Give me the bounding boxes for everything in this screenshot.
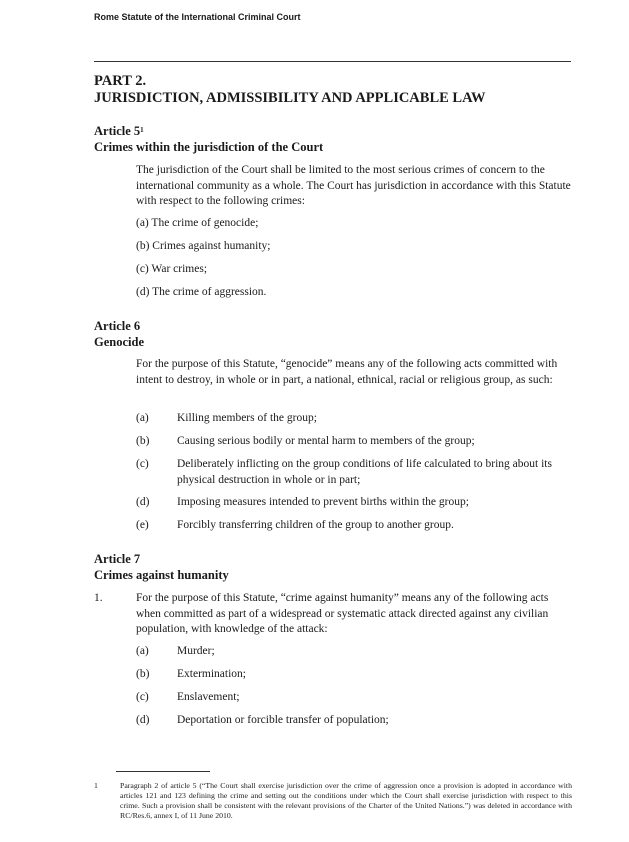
article-6-intro: For the purpose of this Statute, “genocide” means any of the following acts committed with intent to destroy, in whole or in part, a national, ethnical, racial or religious group, as such:	[136, 358, 558, 386]
running-header: Rome Statute of the International Criminal Court	[94, 12, 301, 22]
list-item: (b) Causing serious bodily or mental harm to members of the group;	[136, 435, 475, 447]
article-6-heading	[94, 319, 571, 350]
list-item: (b) Extermination;	[136, 668, 246, 680]
list-item: (c) Enslavement;	[136, 691, 240, 703]
article-6-label: Article 6	[94, 319, 141, 333]
list-item: (d) The crime of aggression.	[136, 286, 267, 298]
list-item: (d) Deportation or forcible transfer of population;	[136, 714, 389, 726]
part-title: JURISDICTION, ADMISSIBILITY AND APPLICABLE LAW	[94, 90, 486, 106]
list-item: (c) Deliberately inflicting on the group conditions of life calculated to bring about its physical destruction in whole or in part;	[136, 458, 552, 486]
list-item: (d) Imposing measures intended to prevent births within the group;	[136, 496, 469, 508]
footnote-divider	[116, 771, 210, 772]
article-5-intro: The jurisdiction of the Court shall be limited to the most serious crimes of concern to the international community as a whole. The Court has jurisdiction in accordance with this Statute with respect to the following crimes:	[136, 164, 571, 207]
article-7-label: Article 7	[94, 552, 141, 566]
footnote-number: 1	[94, 781, 98, 790]
footnote-reference[interactable]: 1	[140, 126, 144, 134]
footnote-text: Paragraph 2 of article 5 (“The Court shall exercise jurisdiction over the crime of aggression once a provision is adopted in accordance with articles 121 and 123 defining the crime and setting out the conditions under which the Court shall exercise jurisdiction with respect to this crime. Such a provision shall be consistent with the relevant provisions of the Charter of the United Nations.”) was deleted in accordance with RC/Res.6, annex I, of 11 June 2010.	[120, 781, 572, 820]
article-6-title: Genocide	[94, 334, 144, 349]
header-divider	[94, 61, 571, 62]
list-item: (a) Murder;	[136, 645, 215, 657]
part-number: PART 2.	[94, 73, 147, 89]
list-item: (e) Forcibly transferring children of the group to another group.	[136, 519, 454, 531]
part-heading	[94, 73, 571, 107]
article-5-title: Crimes within the jurisdiction of the Court	[94, 139, 324, 154]
list-item: (a) Killing members of the group;	[136, 412, 317, 424]
list-item: (b) Crimes against humanity;	[136, 240, 271, 252]
list-item: (a) The crime of genocide;	[136, 217, 259, 229]
article-5-label: Article 5	[94, 124, 141, 138]
list-item: (c) War crimes;	[136, 263, 208, 275]
paragraph-number: 1.	[94, 592, 103, 604]
article-7-heading	[94, 552, 571, 583]
article-7-intro: For the purpose of this Statute, “crime against humanity” means any of the following acts when committed as part of a widespread or systematic attack directed against any civilian population, with knowledge of the attack:	[136, 592, 549, 635]
article-7-title: Crimes against humanity	[94, 567, 229, 582]
article-5-heading	[94, 124, 571, 155]
